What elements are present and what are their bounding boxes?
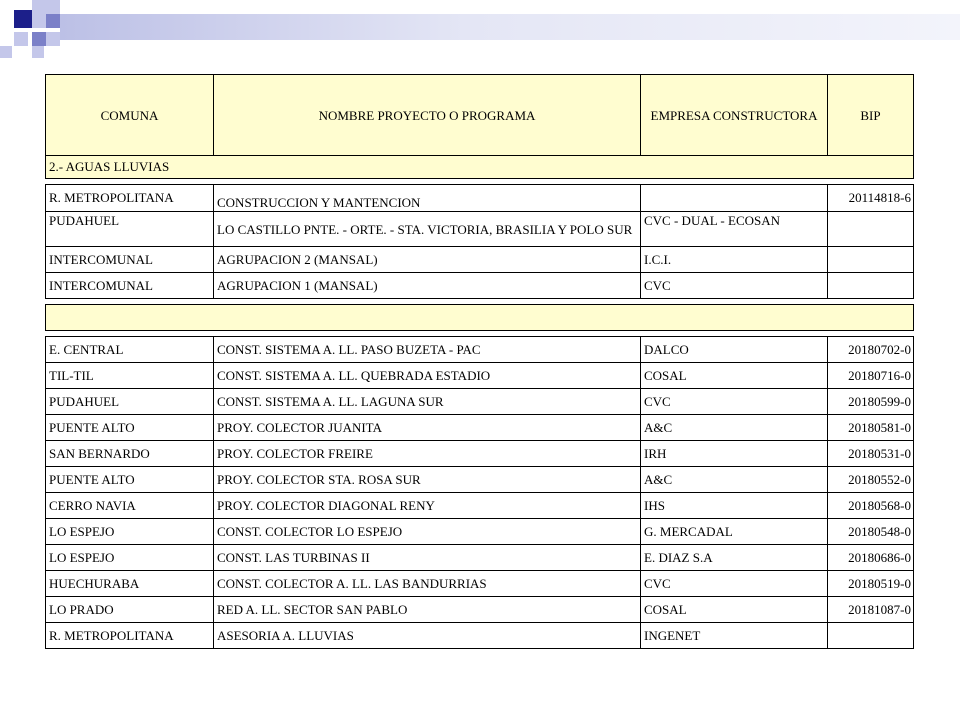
- cell-comuna: LO ESPEJO: [46, 545, 214, 571]
- cell-empresa: CVC: [641, 389, 828, 415]
- table-row: [46, 247, 914, 273]
- deco-square: [46, 0, 60, 14]
- deco-square: [0, 46, 12, 58]
- cell-empresa: IRH: [641, 441, 828, 467]
- deco-square: [14, 32, 28, 46]
- cell-bip: 20180581-0: [828, 415, 914, 441]
- section-title: 2.- AGUAS LLUVIAS: [46, 156, 914, 179]
- cell-proyecto: LO CASTILLO PNTE. - ORTE. - STA. VICTORIA, BRASILIA Y POLO SUR: [214, 212, 641, 247]
- cell-empresa: A&C: [641, 467, 828, 493]
- cell-comuna: LO ESPEJO: [46, 519, 214, 545]
- deco-square: [32, 32, 46, 46]
- cell-proyecto: PROY. COLECTOR JUANITA: [214, 415, 641, 441]
- cell-comuna: CERRO NAVIA: [46, 493, 214, 519]
- cell-empresa: [641, 185, 828, 212]
- cell-bip: [828, 212, 914, 247]
- header-proyecto: NOMBRE PROYECTO O PROGRAMA: [214, 75, 641, 156]
- cell-proyecto: PROY. COLECTOR DIAGONAL RENY: [214, 493, 641, 519]
- cell-bip: 20180686-0: [828, 545, 914, 571]
- cell-proyecto: AGRUPACION 1 (MANSAL): [214, 273, 641, 299]
- table-row: [46, 597, 914, 623]
- cell-comuna: PUENTE ALTO: [46, 467, 214, 493]
- cell-comuna: PUDAHUEL: [46, 389, 214, 415]
- cell-empresa: COSAL: [641, 363, 828, 389]
- cell-bip: 20180531-0: [828, 441, 914, 467]
- table-row: [46, 441, 914, 467]
- header-bip: BIP: [828, 75, 914, 156]
- cell-bip: [828, 247, 914, 273]
- cell-proyecto: CONST. SISTEMA A. LL. QUEBRADA ESTADIO: [214, 363, 641, 389]
- cell-empresa: CVC: [641, 571, 828, 597]
- cell-bip: 20180599-0: [828, 389, 914, 415]
- cell-comuna: R. METROPOLITANA: [46, 185, 214, 212]
- cell-empresa: E. DIAZ S.A: [641, 545, 828, 571]
- cell-proyecto: RED A. LL. SECTOR SAN PABLO: [214, 597, 641, 623]
- cell-empresa: INGENET: [641, 623, 828, 649]
- cell-bip: 20114818-6: [828, 185, 914, 212]
- cell-bip: [828, 623, 914, 649]
- cell-comuna: R. METROPOLITANA: [46, 623, 214, 649]
- table-row: [46, 415, 914, 441]
- deco-square: [14, 10, 32, 28]
- cell-proyecto: PROY. COLECTOR FREIRE: [214, 441, 641, 467]
- projects-table: [45, 74, 914, 649]
- cell-bip: 20180716-0: [828, 363, 914, 389]
- blank-section-row: [46, 305, 914, 331]
- deco-square: [46, 14, 60, 28]
- cell-bip: 20180548-0: [828, 519, 914, 545]
- cell-empresa: G. MERCADAL: [641, 519, 828, 545]
- header-row: [46, 75, 914, 156]
- table-row: [46, 467, 914, 493]
- section-row: [46, 156, 914, 179]
- table-row: [46, 571, 914, 597]
- header-empresa: EMPRESA CONSTRUCTORA: [641, 75, 828, 156]
- cell-proyecto: PROY. COLECTOR STA. ROSA SUR: [214, 467, 641, 493]
- cell-empresa: IHS: [641, 493, 828, 519]
- deco-square: [46, 32, 60, 46]
- table-row: [46, 363, 914, 389]
- cell-empresa: A&C: [641, 415, 828, 441]
- cell-comuna: LO PRADO: [46, 597, 214, 623]
- cell-bip: 20180568-0: [828, 493, 914, 519]
- cell-empresa: DALCO: [641, 337, 828, 363]
- cell-comuna: E. CENTRAL: [46, 337, 214, 363]
- cell-bip: 20180519-0: [828, 571, 914, 597]
- cell-proyecto: ASESORIA A. LLUVIAS: [214, 623, 641, 649]
- cell-bip: 20181087-0: [828, 597, 914, 623]
- cell-proyecto: CONST. COLECTOR A. LL. LAS BANDURRIAS: [214, 571, 641, 597]
- table-row: [46, 273, 914, 299]
- table-row: [46, 493, 914, 519]
- table-row: [46, 545, 914, 571]
- cell-proyecto: CONST. SISTEMA A. LL. LAGUNA SUR: [214, 389, 641, 415]
- header-comuna: COMUNA: [46, 75, 214, 156]
- table-row: [46, 212, 914, 247]
- deco-square: [32, 0, 46, 14]
- deco-square: [32, 46, 44, 58]
- table-row: [46, 623, 914, 649]
- cell-proyecto: AGRUPACION 2 (MANSAL): [214, 247, 641, 273]
- cell-empresa: CVC: [641, 273, 828, 299]
- table-row: [46, 519, 914, 545]
- cell-empresa: COSAL: [641, 597, 828, 623]
- cell-proyecto: CONSTRUCCION Y MANTENCION: [214, 185, 641, 212]
- table-row: [46, 185, 914, 212]
- cell-comuna: INTERCOMUNAL: [46, 247, 214, 273]
- cell-proyecto: CONST. LAS TURBINAS II: [214, 545, 641, 571]
- header-band: [60, 14, 960, 40]
- cell-bip: 20180702-0: [828, 337, 914, 363]
- table-row: [46, 337, 914, 363]
- cell-empresa: CVC - DUAL - ECOSAN: [641, 212, 828, 247]
- cell-comuna: PUENTE ALTO: [46, 415, 214, 441]
- cell-proyecto: CONST. COLECTOR LO ESPEJO: [214, 519, 641, 545]
- cell-bip: [828, 273, 914, 299]
- deco-square: [32, 14, 46, 28]
- table-row: [46, 389, 914, 415]
- cell-comuna: PUDAHUEL: [46, 212, 214, 247]
- cell-comuna: HUECHURABA: [46, 571, 214, 597]
- cell-comuna: SAN BERNARDO: [46, 441, 214, 467]
- cell-comuna: INTERCOMUNAL: [46, 273, 214, 299]
- cell-empresa: I.C.I.: [641, 247, 828, 273]
- cell-proyecto: CONST. SISTEMA A. LL. PASO BUZETA - PAC: [214, 337, 641, 363]
- cell-comuna: TIL-TIL: [46, 363, 214, 389]
- cell-bip: 20180552-0: [828, 467, 914, 493]
